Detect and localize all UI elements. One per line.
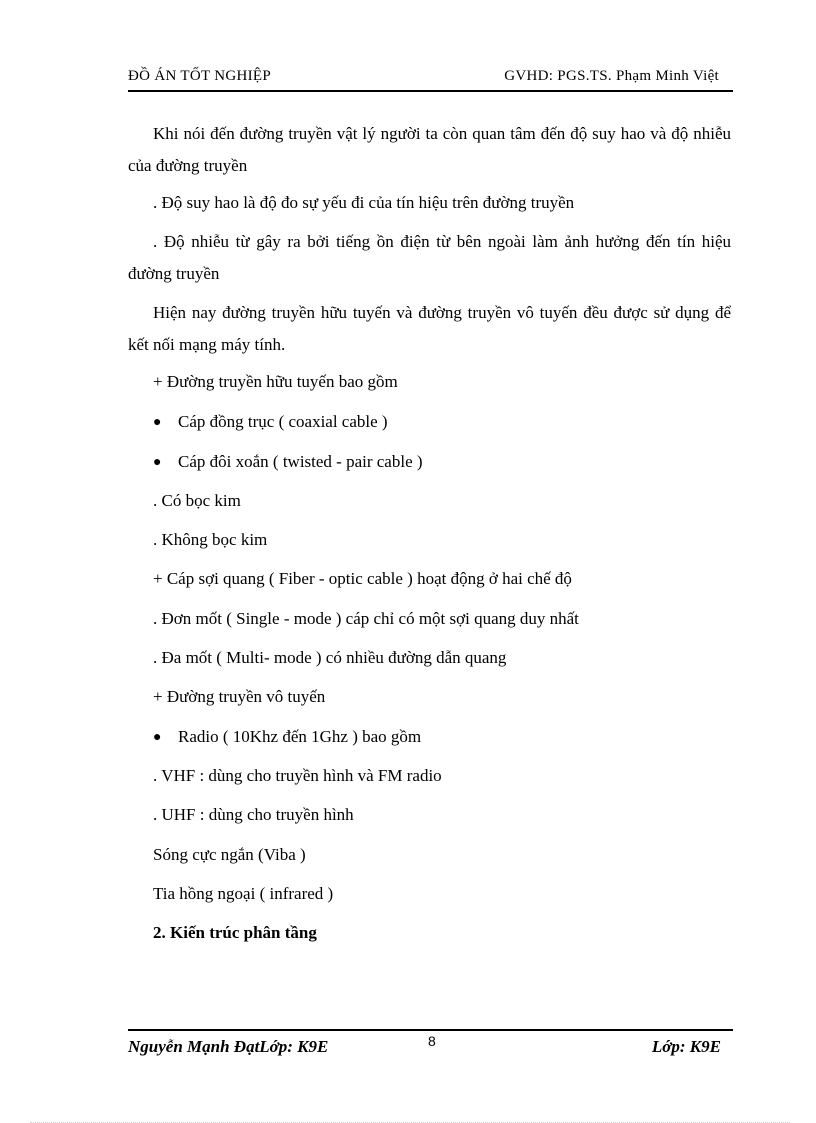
page-number: 8 <box>428 1033 436 1049</box>
text-line: . Đơn mốt ( Single - mode ) cáp chỉ có một sợi quang duy nhất <box>153 609 579 628</box>
page-header <box>128 68 733 92</box>
page-footer <box>128 1029 733 1061</box>
text-line: + Đường truyền vô tuyến <box>153 687 326 706</box>
bullet-icon: ● <box>153 455 162 470</box>
text-line: Sóng cực ngắn (Viba ) <box>153 845 306 864</box>
bullet-icon: ● <box>153 730 162 745</box>
list-item <box>153 412 388 432</box>
section-heading: 2. Kiến trúc phân tầng <box>153 923 317 942</box>
list-item <box>153 727 421 747</box>
paragraph: Khi nói đến đường truyền vật lý người ta còn quan tâm đến độ suy hao và độ nhiễu của đường truyền <box>128 124 731 175</box>
text-line: . Đa mốt ( Multi- mode ) có nhiều đường dẫn quang <box>153 648 507 667</box>
footer-author: Nguyễn Mạnh ĐạtLớp: K9E <box>128 1037 329 1056</box>
text-line: Tia hồng ngoại ( infrared ) <box>153 884 334 903</box>
text-line: . Không bọc kim <box>153 530 268 549</box>
text-line: + Cáp sợi quang ( Fiber - optic cable ) hoạt động ở hai chế độ <box>153 569 572 588</box>
list-item-text: Cáp đôi xoắn ( twisted - pair cable ) <box>178 452 423 471</box>
paragraph: . Độ nhiễu từ gây ra bởi tiếng ồn điện từ bên ngoài làm ảnh hưởng đến tín hiệu đường truyền <box>128 232 731 283</box>
footer-class: Lớp: K9E <box>651 1037 721 1056</box>
text-line: . VHF : dùng cho truyền hình và FM radio <box>153 766 442 785</box>
list-item-text: Cáp đồng trục ( coaxial cable ) <box>178 412 388 431</box>
list-item <box>153 452 423 472</box>
text-line: . Độ suy hao là độ đo sự yếu đi của tín hiệu trên đường truyền <box>153 193 575 212</box>
list-item-text: Radio ( 10Khz đến 1Ghz ) bao gồm <box>178 727 422 746</box>
text-line: + Đường truyền hữu tuyến bao gồm <box>153 372 398 391</box>
header-thesis-title: ĐỒ ÁN TỐT NGHIỆP <box>128 68 271 84</box>
text-line: . UHF : dùng cho truyền hình <box>153 805 354 824</box>
header-advisor: GVHD: PGS.TS. Phạm Minh Việt <box>504 68 719 84</box>
paragraph: Hiện nay đường truyền hữu tuyến và đường truyền vô tuyến đều được sử dụng để kết nối mạng máy tính. <box>128 303 731 354</box>
bullet-icon: ● <box>153 415 162 430</box>
text-line: . Có bọc kim <box>153 491 241 510</box>
